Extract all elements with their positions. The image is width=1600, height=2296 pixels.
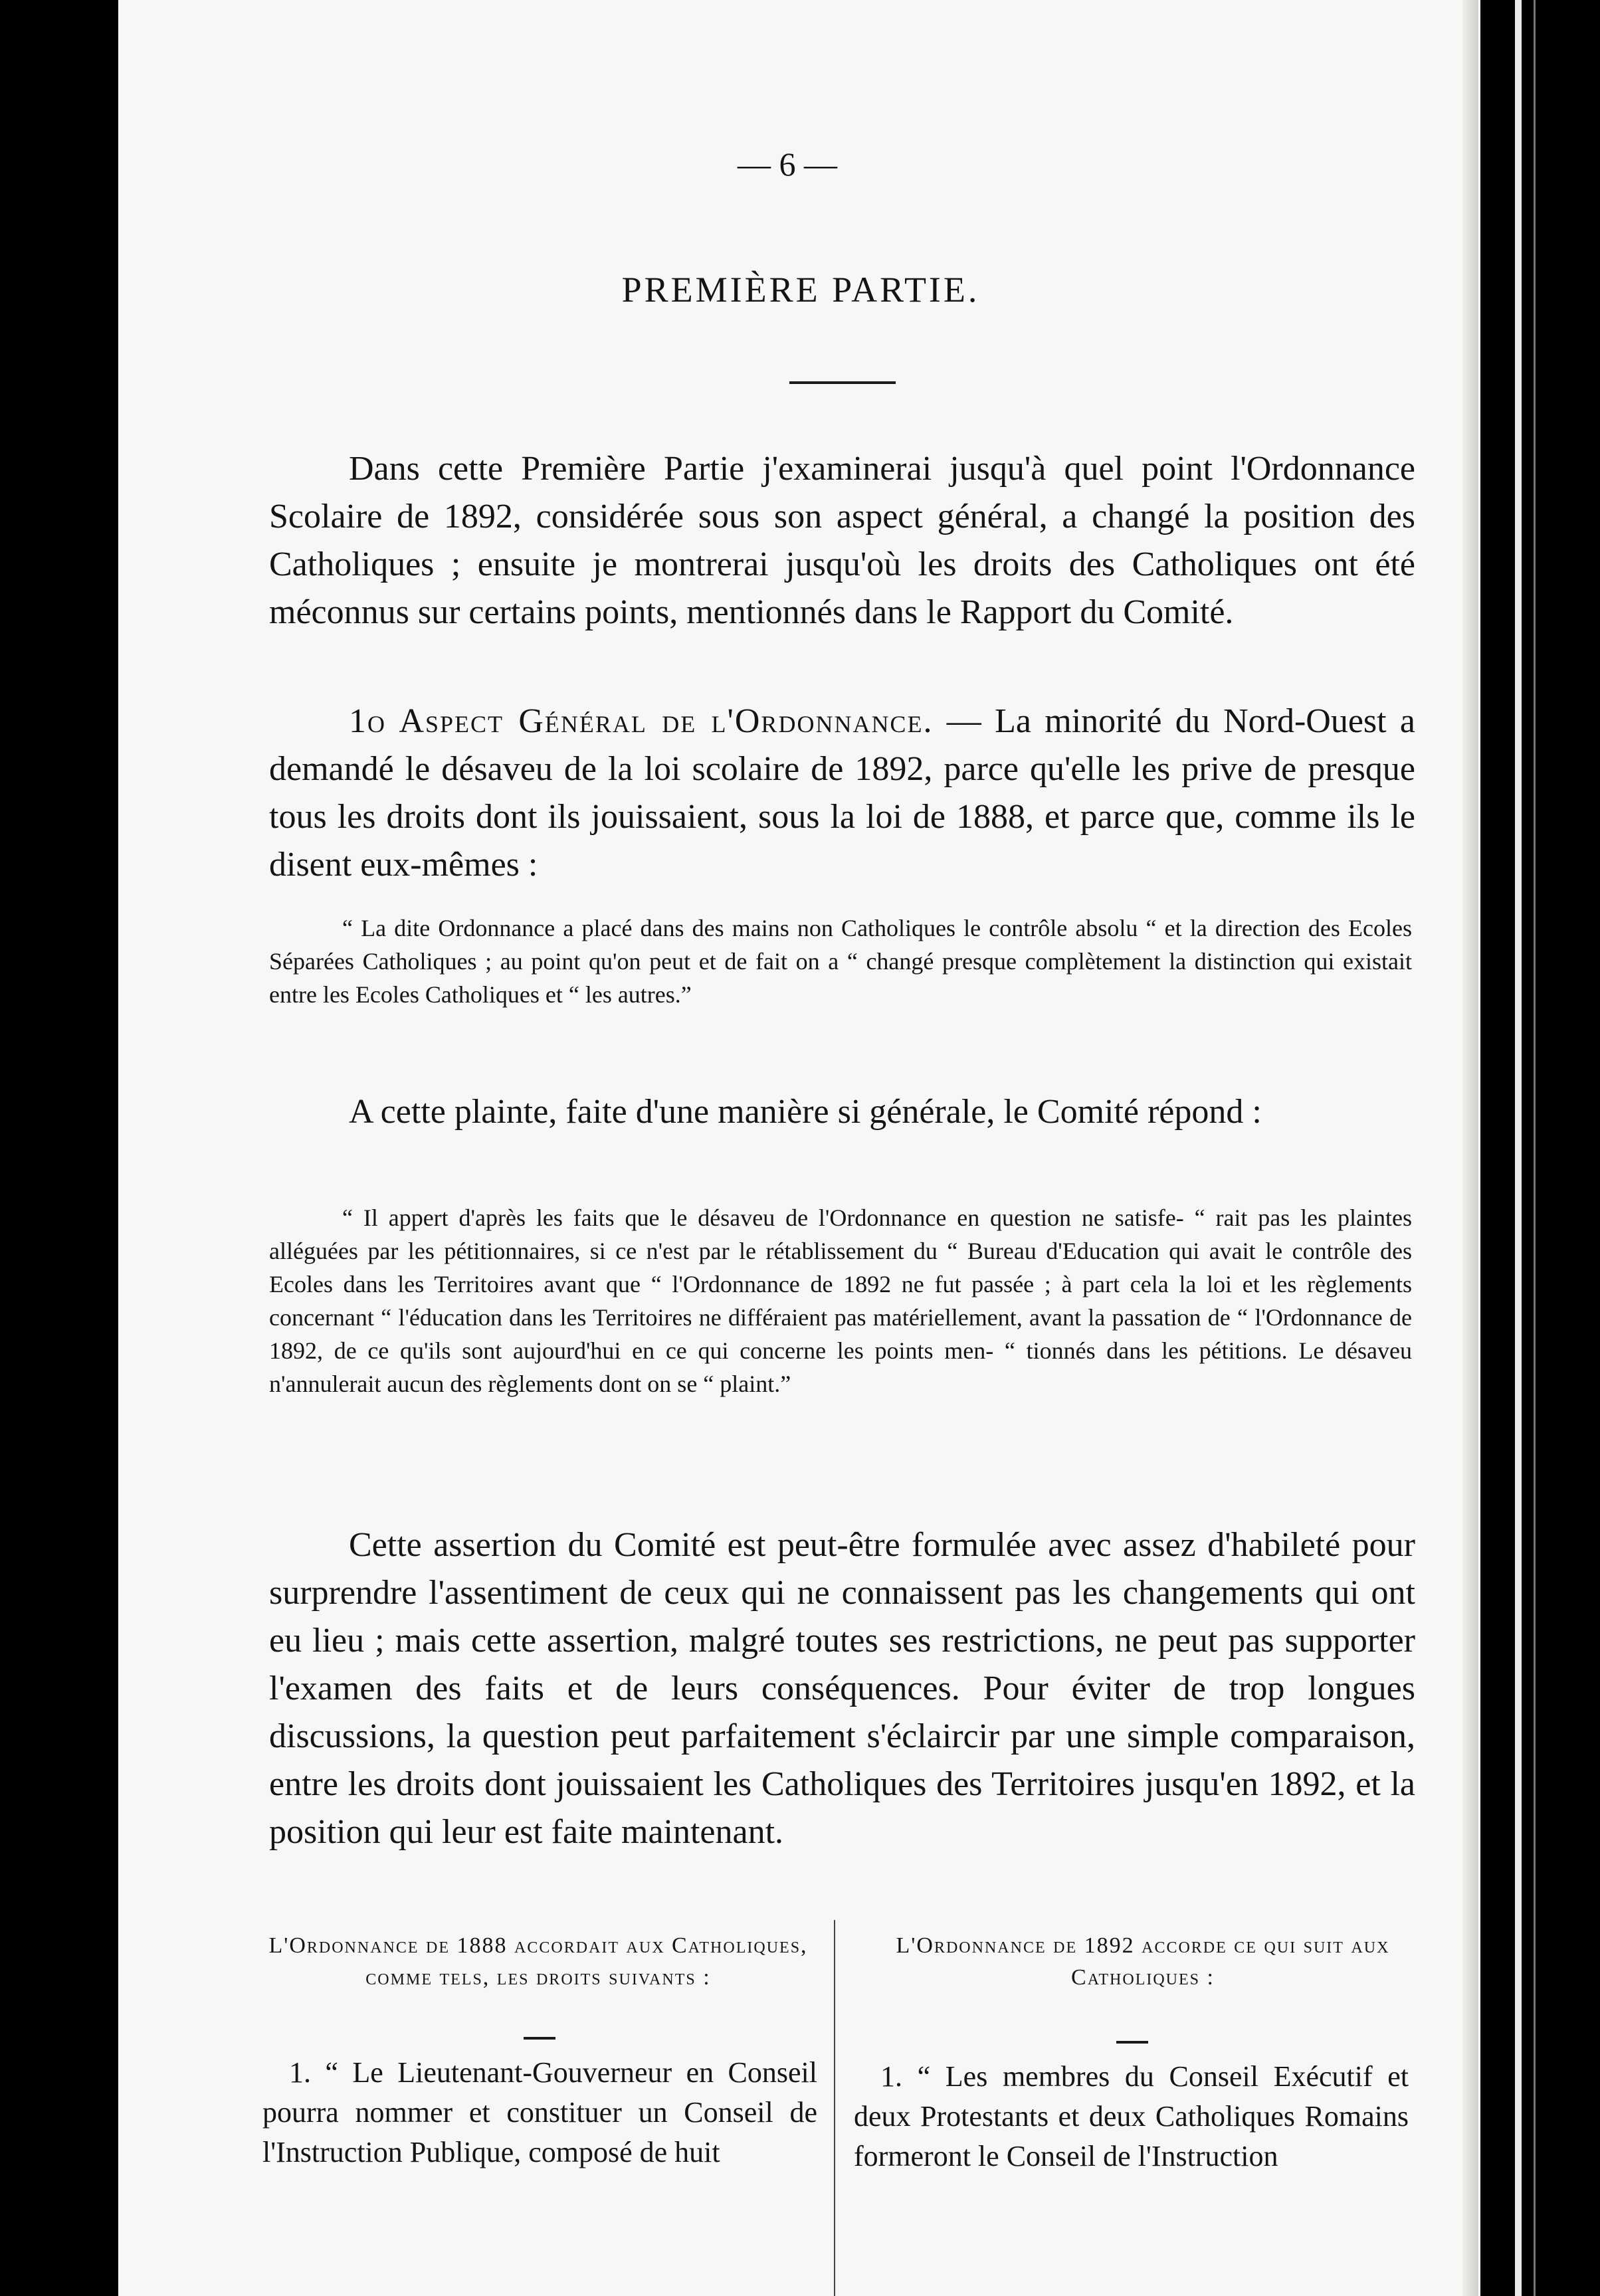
scan-border-right bbox=[1480, 0, 1600, 2296]
left-column-heading: L'Ordonnance de 1888 accordait aux Catholiques, comme tels, les droits suivants : bbox=[268, 1933, 808, 1990]
right-column-heading: L'Ordonnance de 1892 accorde ce qui suit aux Catholiques : bbox=[896, 1933, 1390, 1990]
left-column-rule bbox=[524, 2037, 555, 2040]
quote-petition-text: “ La dite Ordonnance a placé dans des mains non Catholiques le contrôle absolu “ et la direction des Ecoles Séparées Catholiques ; au point qu'on peut et de fait on a “ changé presque complètement la distinction qui existait entre les Ecoles Catholiques et “ les autres.” bbox=[269, 915, 1412, 1008]
quote-petition bbox=[269, 911, 1412, 1011]
page-edge-line-inner bbox=[1534, 0, 1536, 2296]
part-title: PREMIÈRE PARTIE. bbox=[621, 270, 980, 310]
section-text: — La minorité du Nord-Ouest a demandé le désaveu de la loi scolaire de 1892, parce qu'elle les prive de presque tous les droits dont ils jouissaient, sous la loi de 1888, et parce que, comme ils le disent eux-mêmes : bbox=[269, 702, 1415, 884]
intro-paragraph bbox=[269, 445, 1415, 636]
column-divider bbox=[834, 1920, 835, 2296]
right-column-text: 1. “ Les membres du Conseil Exécutif et deux Protestants et deux Catholiques Romains formeront le Conseil de l'Instruction bbox=[854, 2060, 1409, 2172]
quote-committee bbox=[269, 1201, 1412, 1400]
intro-paragraph-text: Dans cette Première Partie j'examinerai jusqu'à quel point l'Ordonnance Scolaire de 1892, considérée sous son aspect général, a changé la position des Catholiques ; ensuite je montrerai jusqu'où les droits des Catholiques ont été méconnus sur certains points, mentionnés dans le Rapport du Comité. bbox=[269, 450, 1415, 631]
page-edge-line bbox=[1515, 0, 1522, 2296]
right-column-rule bbox=[1116, 2041, 1148, 2044]
left-column-text: 1. “ Le Lieutenant-Gouverneur en Conseil pourra nommer et constituer un Conseil de l'Instruction Publique, composé de huit bbox=[262, 2056, 817, 2168]
title-rule bbox=[789, 381, 896, 384]
scan-border-left bbox=[0, 0, 118, 2296]
paragraph-complaint bbox=[269, 1088, 1415, 1136]
page-number: — 6 — bbox=[738, 145, 837, 183]
page-fold-shadow bbox=[1462, 0, 1478, 2296]
quote-committee-text: “ Il appert d'après les faits que le désaveu de l'Ordonnance en question ne satisfe- “ rait pas les plaintes alléguées par les pétitionnaires, si ce n'est par le rétablissement du “ Bureau d'Education qui avait le contrôle des Ecoles dans les Territoires avant que “ l'Ordonnance de 1892 ne fut passée ; à part cela la loi et les règlements concernant “ l'éducation dans les Territoires ne différaient pas matériellement, avant la passation de “ l'Ordonnance de 1892, de ce qu'ils sont aujourd'hui en ce qui concerne les points men- “ tionnés dans les pétitions. Le désaveu n'annulerait aucun des règlements dont on se “ plaint.” bbox=[269, 1204, 1412, 1397]
paragraph-complaint-text: A cette plainte, faite d'une manière si générale, le Comité répond : bbox=[349, 1093, 1262, 1131]
right-column-body bbox=[854, 2057, 1409, 2176]
paragraph-assertion bbox=[269, 1521, 1415, 1856]
left-column-body bbox=[262, 2053, 817, 2172]
section-paragraph bbox=[269, 698, 1415, 889]
paragraph-assertion-text: Cette assertion du Comité est peut-être formulée avec assez d'habileté pour surprendre l'assentiment de ceux qui ne connaissent pas les changements qui ont eu lieu ; mais cette assertion, malgré toutes ses restrictions, ne peut pas supporter l'examen des faits et de leurs conséquences. Pour éviter de trop longues discussions, la question peut parfaitement s'éclaircir par une simple comparaison, entre les droits dont jouissaient les Catholiques des Territoires jusqu'en 1892, et la position qui leur est faite maintenant. bbox=[269, 1526, 1415, 1851]
section-heading: 1o Aspect Général de l'Ordonnance. bbox=[349, 702, 934, 740]
